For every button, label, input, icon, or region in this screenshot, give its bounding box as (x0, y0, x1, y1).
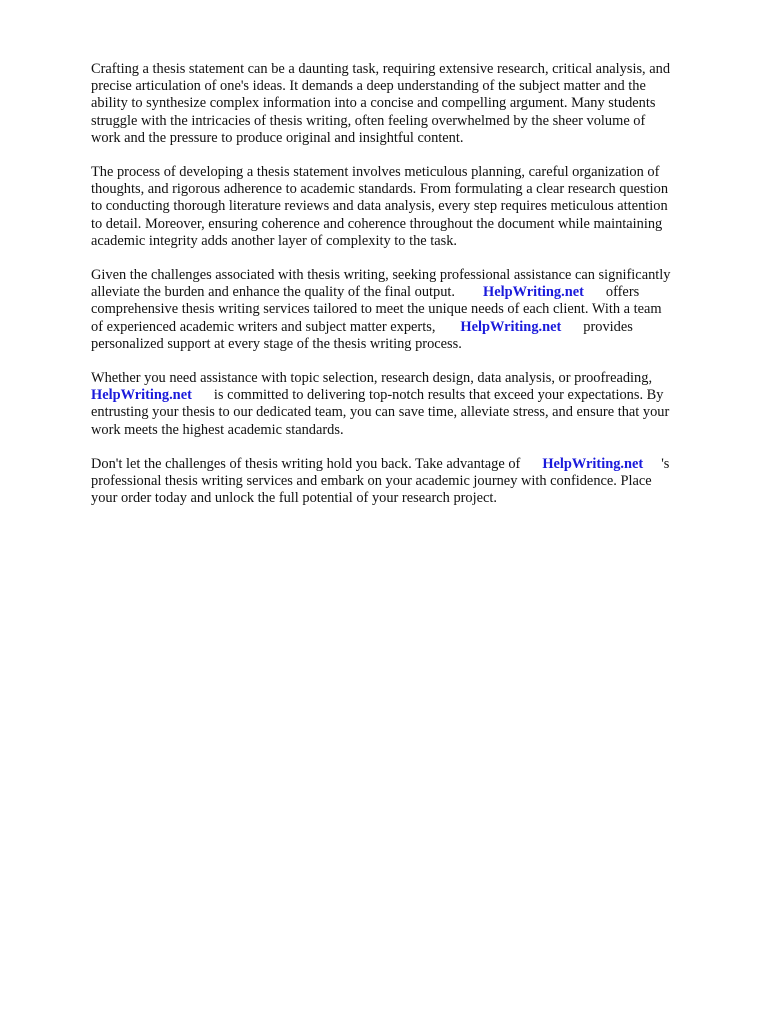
helpwriting-link[interactable]: HelpWriting.net (483, 284, 584, 301)
text-line (91, 456, 717, 473)
text-line: work meets the highest academic standards. (91, 421, 344, 438)
text-segment: offers (605, 284, 640, 301)
paragraph-5 (91, 456, 717, 508)
paragraph-3 (91, 267, 717, 353)
text-segment: 's (661, 455, 670, 472)
text-line (91, 284, 717, 301)
paragraph-4 (91, 370, 717, 439)
text-line: The process of developing a thesis statement involves meticulous planning, careful organization of (91, 164, 660, 181)
text-line: Whether you need assistance with topic selection, research design, data analysis, or proofreading, (91, 370, 653, 387)
paragraph-2 (91, 164, 717, 250)
text-line (91, 319, 717, 336)
helpwriting-link[interactable]: HelpWriting.net (91, 387, 192, 404)
text-segment: alleviate the burden and enhance the quality of the final output. (91, 284, 456, 301)
text-line: to detail. Moreover, ensuring coherence and coherence throughout the document while maintaining (91, 215, 663, 232)
text-line: academic integrity adds another layer of complexity to the task. (91, 232, 458, 249)
text-line: professional thesis writing services and embark on your academic journey with confidence. Place (91, 473, 652, 490)
text-line: ability to synthesize complex information into a concise and compelling argument. Many students (91, 95, 656, 112)
text-segment: of experienced academic writers and subject matter experts, (91, 318, 436, 335)
text-line: Given the challenges associated with thesis writing, seeking professional assistance can significantly (91, 267, 671, 284)
text-line: struggle with the intricacies of thesis writing, often feeling overwhelmed by the sheer volume of (91, 112, 646, 129)
text-line (91, 387, 717, 404)
helpwriting-link[interactable]: HelpWriting.net (542, 455, 644, 472)
text-line: work and the pressure to produce original and insightful content. (91, 129, 464, 146)
text-line: comprehensive thesis writing services tailored to meet the unique needs of each client. With a team (91, 301, 662, 318)
document-page (91, 61, 717, 524)
text-line: personalized support at every stage of the thesis writing process. (91, 335, 462, 352)
text-segment: is committed to delivering top-notch results that exceed your expectations. By (213, 387, 664, 404)
text-line: your order today and unlock the full potential of your research project. (91, 490, 497, 507)
helpwriting-link[interactable]: HelpWriting.net (460, 318, 562, 335)
text-line: thoughts, and rigorous adherence to academic standards. From formulating a clear research question (91, 181, 669, 198)
text-line: entrusting your thesis to our dedicated team, you can save time, alleviate stress, and ensure that your (91, 404, 670, 421)
text-line: to conducting thorough literature reviews and data analysis, every step requires meticulous attention (91, 198, 668, 215)
paragraph-1 (91, 61, 717, 147)
text-segment: provides (583, 318, 633, 335)
text-line: precise articulation of one's ideas. It demands a deep understanding of the subject matter and the (91, 78, 646, 95)
text-segment: Don't let the challenges of thesis writing hold you back. Take advantage of (91, 455, 521, 472)
text-line: Crafting a thesis statement can be a daunting task, requiring extensive research, critical analysis, and (91, 61, 671, 77)
